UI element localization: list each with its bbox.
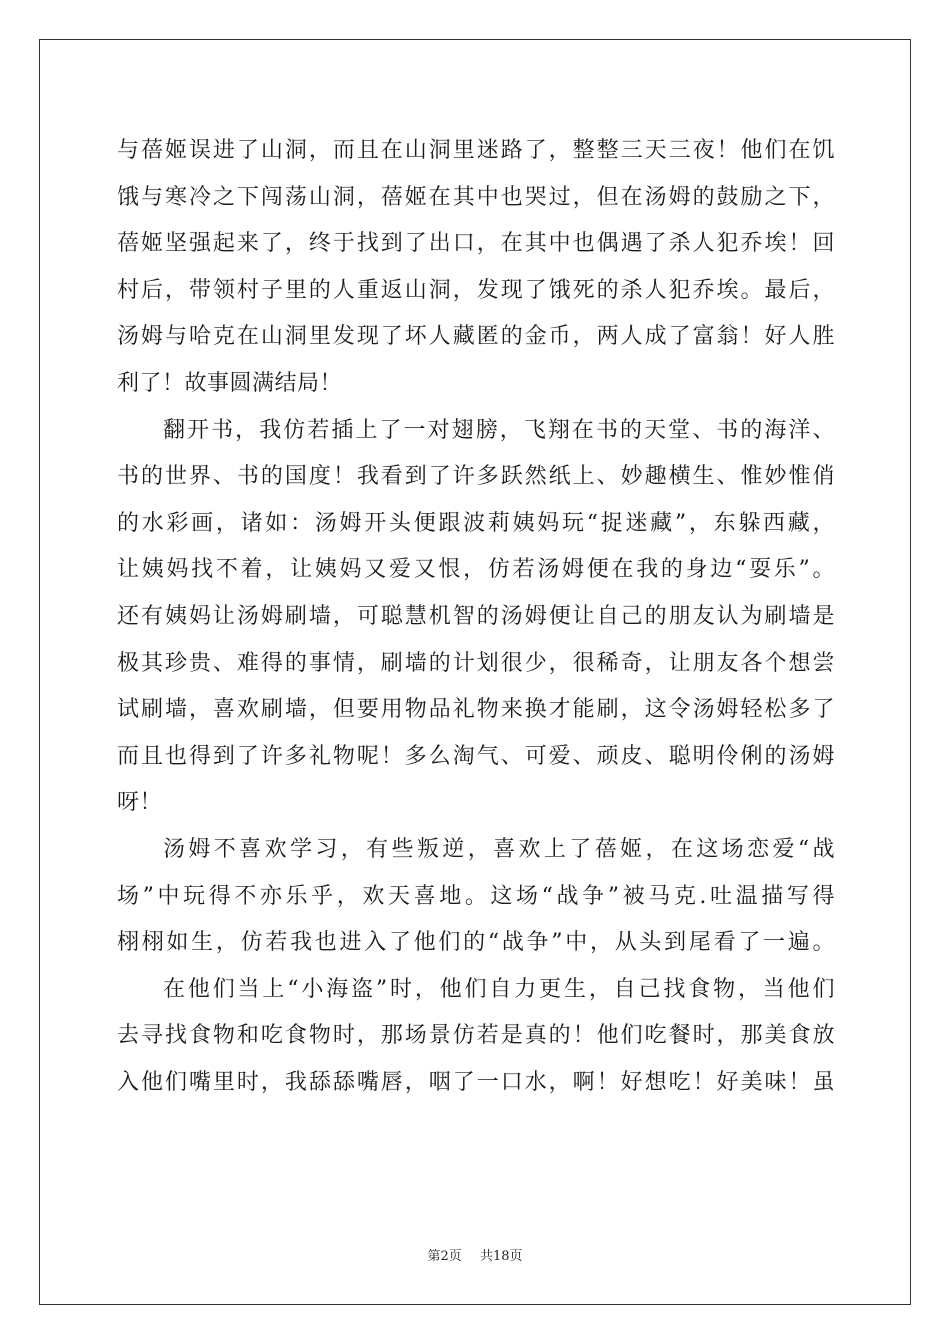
text-line: 呀！	[117, 790, 163, 816]
page-total: 共18页	[479, 1249, 523, 1264]
text-line: 而且也得到了许多礼物呢！多么淘气、可爱、顽皮、聪明伶俐的汤姆	[117, 743, 835, 769]
text-line: 场”中玩得不亦乐乎，欢天喜地。这场“战争”被马克.吐温描写得	[117, 883, 835, 909]
text-line: 饿与寒冷之下闯荡山洞，蓓姬在其中也哭过，但在汤姆的鼓励之下，	[117, 184, 835, 210]
text-line: 汤姆与哈克在山洞里发现了坏人藏匿的金币，两人成了富翁！好人胜	[117, 324, 835, 350]
text-line: 书的世界、书的国度！我看到了许多跃然纸上、妙趣横生、惟妙惟俏	[117, 464, 835, 490]
text-line: 村后，带领村子里的人重返山洞，发现了饿死的杀人犯乔埃。最后，	[117, 277, 835, 303]
text-line: 汤姆不喜欢学习，有些叛逆，喜欢上了蓓姬，在这场恋爱“战	[163, 836, 835, 862]
text-line: 的水彩画，诸如：汤姆开头便跟波莉姨妈玩“捉迷藏”，东躲西藏，	[117, 510, 835, 536]
text-line: 让姨妈找不着，让姨妈又爱又恨，仿若汤姆便在我的身边“耍乐”。	[117, 557, 835, 583]
text-line: 栩栩如生，仿若我也进入了他们的“战争”中，从头到尾看了一遍。	[117, 930, 835, 956]
text-line: 极其珍贵、难得的事情，刷墙的计划很少，很稀奇，让朋友各个想尝	[117, 650, 835, 676]
page-number: 第2页	[427, 1249, 462, 1264]
document-body	[117, 128, 835, 1106]
text-line: 试刷墙，喜欢刷墙，但要用物品礼物来换才能刷，这令汤姆轻松多了	[117, 697, 835, 723]
text-line: 与蓓姬误进了山洞，而且在山洞里迷路了，整整三天三夜！他们在饥	[117, 138, 835, 163]
text-line: 蓓姬坚强起来了，终于找到了出口，在其中也偶遇了杀人犯乔埃！回	[117, 231, 835, 257]
text-line: 还有姨妈让汤姆刷墙，可聪慧机智的汤姆便让自己的朋友认为刷墙是	[117, 603, 835, 629]
text-line: 在他们当上“小海盗”时，他们自力更生，自己找食物，当他们	[163, 976, 835, 1002]
text-line: 去寻找食物和吃食物时，那场景仿若是真的！他们吃餐时，那美食放	[117, 1023, 835, 1049]
text-line: 翻开书，我仿若插上了一对翅膀，飞翔在书的天堂、书的海洋、	[163, 417, 835, 443]
text-line: 入他们嘴里时，我舔舔嘴唇，咽了一口水，啊！好想吃！好美味！虽	[117, 1069, 835, 1095]
page-footer	[0, 1245, 950, 1264]
text-line: 利了！故事圆满结局！	[117, 370, 343, 396]
